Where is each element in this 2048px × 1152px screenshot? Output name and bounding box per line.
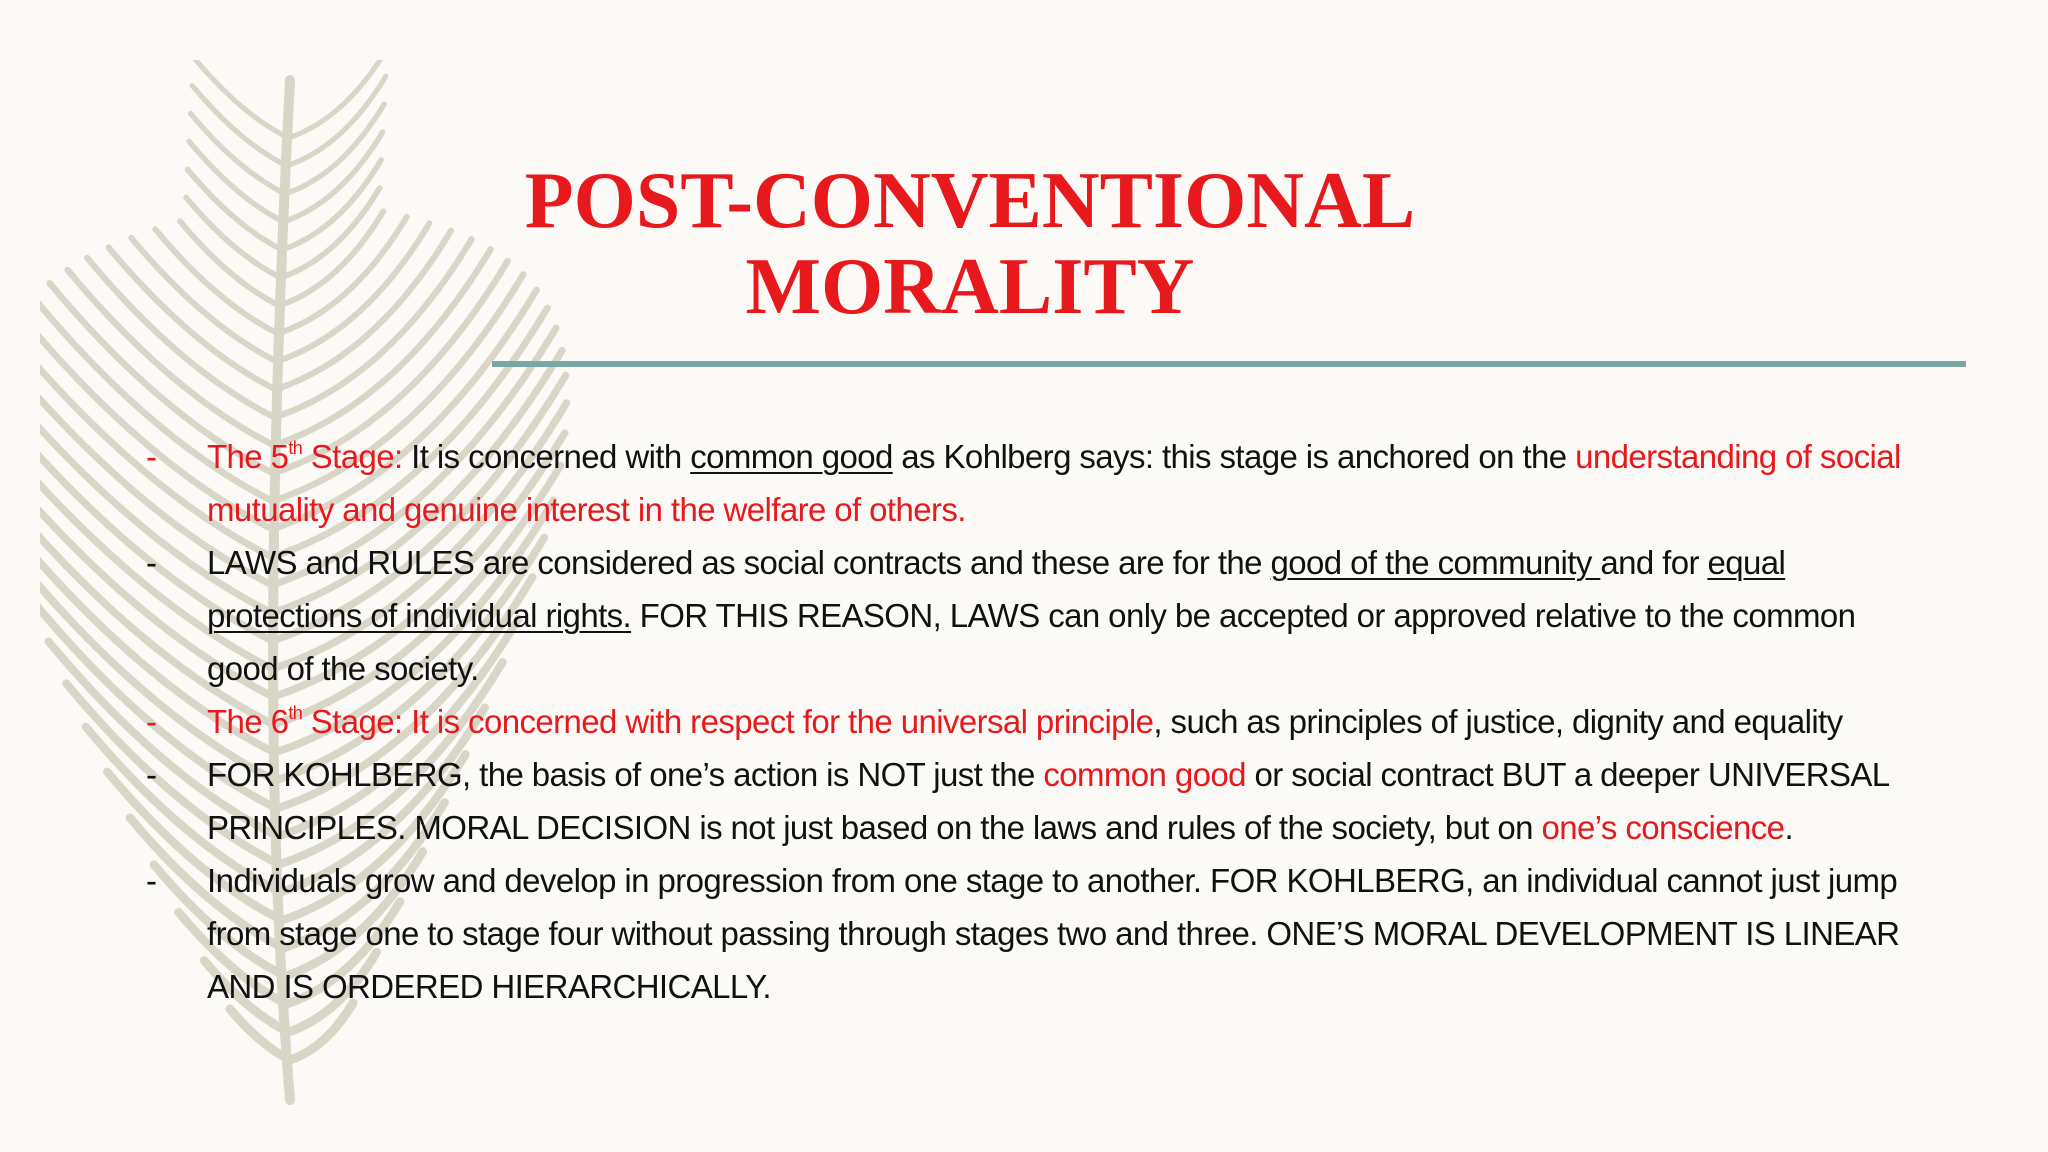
- bullet-marker: -: [146, 703, 157, 740]
- bullet-laws-rules: [146, 536, 1906, 695]
- bullet-text: .: [1784, 809, 1794, 846]
- bullet-text: FOR KOHLBERG, the basis of one’s action is NOT just the: [207, 756, 1044, 793]
- bullet-marker: -: [146, 756, 157, 793]
- title-divider: [492, 361, 1966, 367]
- stage-6-label: The 6th: [207, 703, 303, 740]
- bullet-text: as Kohlberg says: this stage is anchored on the: [892, 438, 1576, 475]
- bullet-text: It is concerned with: [402, 438, 691, 475]
- bullet-marker: -: [146, 438, 157, 475]
- bullet-stage-5: [146, 430, 1906, 536]
- bullet-text: , such as principles of justice, dignity and equality: [1153, 703, 1843, 740]
- title-line-2: MORALITY: [745, 243, 1195, 331]
- bullet-text: LAWS and RULES are considered as social contracts and these are for the: [207, 544, 1271, 581]
- title-line-1: POST-CONVENTIONAL: [524, 157, 1416, 245]
- bullet-progression: [146, 854, 1906, 1013]
- bullet-text: or social contract BUT a deeper UNIVERSAL PRINCIPLES. MORAL DECISION is not just based on the laws and rules of the society, but on: [207, 756, 1889, 846]
- highlighted-text: one’s conscience: [1541, 809, 1785, 846]
- bullet-text: and for: [1600, 544, 1708, 581]
- bullet-marker: -: [146, 862, 157, 899]
- bullet-text: FOR THIS REASON, LAWS can only be accepted or approved relative to the common good of the society.: [207, 597, 1856, 687]
- highlighted-text: Stage: It is concerned with respect for the universal principle: [302, 703, 1154, 740]
- underlined-text: common good: [690, 438, 893, 475]
- underlined-text: equal protections of individual rights.: [207, 544, 1786, 634]
- underlined-text: good of the community: [1270, 544, 1601, 581]
- highlighted-text: common good: [1043, 756, 1246, 793]
- bullet-stage-6: [146, 695, 1906, 748]
- bullet-universal-principles: [146, 748, 1906, 854]
- stage-5-label: The 5th Stage:: [207, 438, 403, 475]
- bullet-marker: -: [146, 544, 157, 581]
- bullet-list: [146, 430, 1906, 1013]
- highlighted-text: understanding of social mutuality and genuine interest in the welfare of others.: [207, 438, 1901, 528]
- bullet-text: Individuals grow and develop in progression from one stage to another. FOR KOHLBERG, an individual cannot just jump from stage one to stage four without passing through stages two and three. ONE’S MORAL DEVELOPMENT IS LINEAR AND IS ORDERED HIERARCHICALLY.: [207, 862, 1900, 1005]
- slide-title: [420, 158, 1520, 330]
